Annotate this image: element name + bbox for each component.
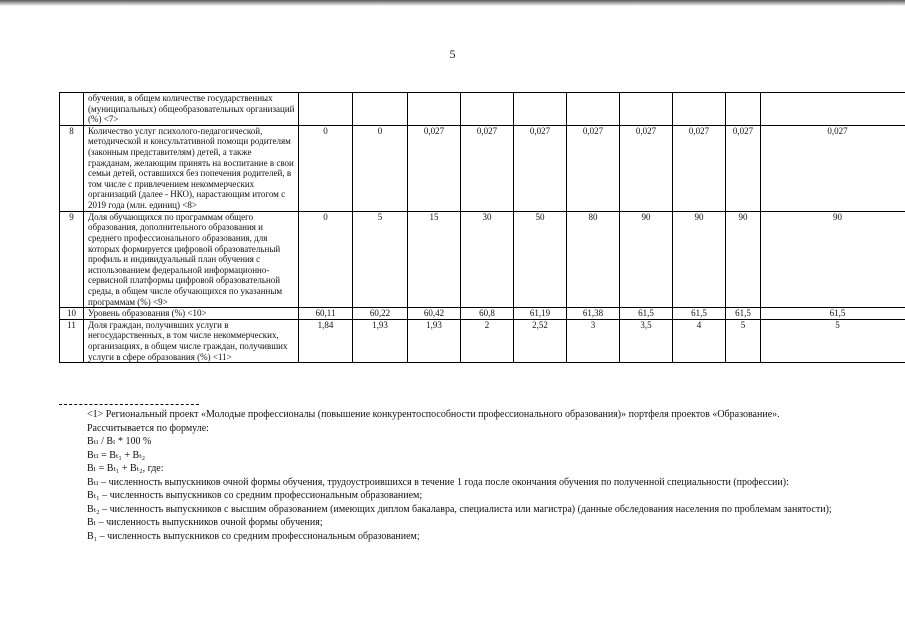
value-cell: 0,027 xyxy=(761,125,905,211)
footnotes xyxy=(59,404,835,543)
indicator-name: Доля граждан, получивших услуги в негосударственных, в том числе некоммерческих, организациях, в общем числе граждан, получивших услуги в сфере образования (%) <11> xyxy=(84,319,299,362)
value-cell: 80 xyxy=(567,211,620,307)
value-cell: 5 xyxy=(353,211,408,307)
definition-2: Вₜ₁ – численность выпускников со средним профессиональным образованием; xyxy=(87,490,423,501)
row-number: 10 xyxy=(60,308,84,320)
formula-1: Вₜₗ / Вₗ * 100 % xyxy=(87,436,152,447)
definition-1: Вₜₗ – численность выпускников очной формы обучения, трудоустроившихся в течение 1 года после окончания обучения по полученной специальности (профессии): xyxy=(87,476,789,488)
value-cell xyxy=(726,93,761,126)
row-number xyxy=(60,93,84,126)
value-cell xyxy=(353,93,408,126)
value-cell: 90 xyxy=(673,211,726,307)
value-cell: 5 xyxy=(726,319,761,362)
definition-5: В₁ – численность выпускников со средним профессиональным образованием; xyxy=(87,530,420,542)
value-cell: 61,5 xyxy=(673,308,726,320)
value-cell: 90 xyxy=(726,211,761,307)
value-cell xyxy=(761,93,905,126)
table-row xyxy=(60,319,905,362)
value-cell: 0 xyxy=(299,125,353,211)
value-cell xyxy=(408,93,461,126)
value-cell: 60,22 xyxy=(353,308,408,320)
row-number: 11 xyxy=(60,319,84,362)
value-cell: 0,027 xyxy=(408,125,461,211)
value-cell: 3 xyxy=(567,319,620,362)
value-cell: 90 xyxy=(620,211,673,307)
table-body xyxy=(60,93,905,363)
footnote-separator xyxy=(59,404,199,405)
value-cell: 61,19 xyxy=(514,308,567,320)
table-row xyxy=(60,93,905,126)
value-cell: 1,93 xyxy=(408,319,461,362)
value-cell: 50 xyxy=(514,211,567,307)
value-cell: 0 xyxy=(299,211,353,307)
value-cell: 0,027 xyxy=(461,125,514,211)
page-number: 5 xyxy=(449,47,456,61)
value-cell: 61,38 xyxy=(567,308,620,320)
value-cell: 15 xyxy=(408,211,461,307)
footnote-1: <1> Региональный проект «Молодые профессионалы (повышение конкурентоспособности профессионального образования)» портфеля проектов «Образование». xyxy=(87,409,780,420)
row-number: 9 xyxy=(60,211,84,307)
calc-intro: Рассчитывается по формуле: xyxy=(87,422,209,434)
indicator-name: Количество услуг психолого-педагогической, методической и консультативной помощи родителям (законным представителям) детей, а также гражданам, желающим принять на воспитание в свои семьи детей, оставшихся без попечения родителей, в том числе с привлечением некоммерческих организаций (далее - НКО), нарастающим итогом с 2019 года (млн. единиц) <8> xyxy=(84,125,299,211)
table-row xyxy=(60,308,905,320)
value-cell: 0,027 xyxy=(620,125,673,211)
value-cell: 30 xyxy=(461,211,514,307)
value-cell: 2 xyxy=(461,319,514,362)
value-cell xyxy=(461,93,514,126)
scan-edge xyxy=(0,0,905,6)
value-cell xyxy=(673,93,726,126)
value-cell xyxy=(567,93,620,126)
value-cell: 0,027 xyxy=(726,125,761,211)
value-cell: 90 xyxy=(761,211,905,307)
indicator-name: Доля обучающихся по программам общего образования, дополнительного образования и среднего профессионального образования, для которых формируется цифровой образовательный профиль и индивидуальный план обучения с использованием федеральной информационно-сервисной платформы цифровой образовательной среды, в общем числе обучающихся по указанным программам (%) <9> xyxy=(84,211,299,307)
indicator-name: Уровень образования (%) <10> xyxy=(84,308,299,320)
formula-3: Вₗ = Вₜ₁ + Вₜ₂, где: xyxy=(87,463,164,474)
value-cell: 0,027 xyxy=(567,125,620,211)
table-row xyxy=(60,211,905,307)
definition-4: Вₗ – численность выпускников очной формы обучения; xyxy=(87,517,323,528)
value-cell: 60,11 xyxy=(299,308,353,320)
value-cell: 3,5 xyxy=(620,319,673,362)
value-cell: 61,5 xyxy=(761,308,905,320)
value-cell: 1,93 xyxy=(353,319,408,362)
value-cell: 61,5 xyxy=(620,308,673,320)
value-cell: 0,027 xyxy=(673,125,726,211)
value-cell: 0 xyxy=(353,125,408,211)
value-cell: 60,8 xyxy=(461,308,514,320)
value-cell: 4 xyxy=(673,319,726,362)
value-cell: 60,42 xyxy=(408,308,461,320)
value-cell: 1,84 xyxy=(299,319,353,362)
value-cell: 5 xyxy=(761,319,905,362)
value-cell xyxy=(514,93,567,126)
row-number: 8 xyxy=(60,125,84,211)
value-cell: 61,5 xyxy=(726,308,761,320)
indicators-table xyxy=(59,92,905,363)
value-cell xyxy=(620,93,673,126)
value-cell: 2,52 xyxy=(514,319,567,362)
table-row xyxy=(60,125,905,211)
formula-2: Вₜₗ = Вₜ₁ + Вₜ₂ xyxy=(87,449,146,461)
value-cell: 0,027 xyxy=(514,125,567,211)
value-cell xyxy=(299,93,353,126)
indicator-name: обучения, в общем количестве государственных (муниципальных) общеобразовательных организаций (%) <7> xyxy=(84,93,299,126)
definition-3: Вₜ₂ – численность выпускников с высшим образованием (имеющих диплом бакалавра, специалиста или магистра) (данные обследования населения по проблемам занятости); xyxy=(87,503,832,515)
